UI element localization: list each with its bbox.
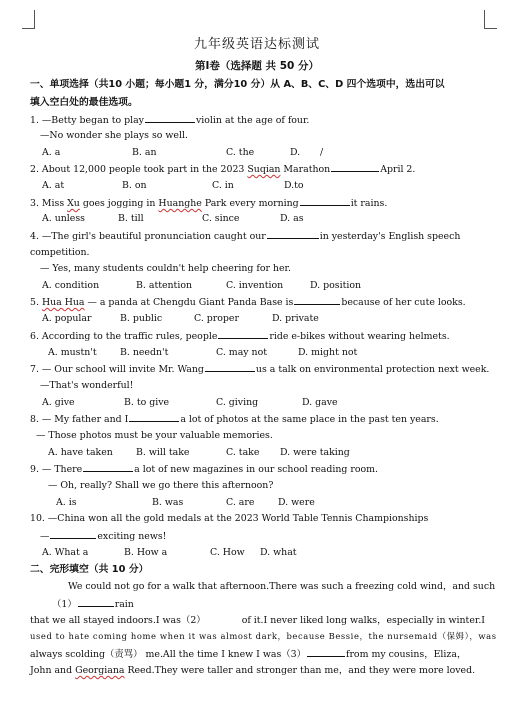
cloze-blank-1[interactable]: [78, 597, 114, 607]
q7-option-d[interactable]: D. gave: [302, 397, 338, 408]
q7-option-b[interactable]: B. to give: [124, 397, 170, 408]
q5-option-a[interactable]: A. popular: [42, 313, 92, 324]
question-3: 3. Miss Xu goes jogging in Huanghe Park every morning it rains.: [30, 198, 388, 209]
q4-option-c[interactable]: C. invention: [226, 280, 284, 291]
answer-blank[interactable]: [300, 196, 350, 206]
question-1: 1. —Betty began to play violin at the age of four.: [30, 115, 310, 126]
cloze-line-5: always scolding（责骂） me.All the time I knew I was（3） from my cousins，Eliza，: [30, 649, 467, 660]
question-1-reply: —No wonder she plays so well.: [40, 130, 188, 141]
q10-option-a[interactable]: A. What a: [42, 547, 89, 558]
q1-option-d-value: /: [320, 147, 324, 158]
q3-option-a[interactable]: A. unless: [42, 213, 85, 224]
crop-mark-top-left: [22, 10, 35, 29]
q5-option-c[interactable]: C. proper: [194, 313, 239, 324]
q9-option-a[interactable]: A. is: [56, 497, 77, 508]
cloze-line-1: We could not go for a walk that afternoon.There was such a freezing cold wind，and such: [68, 581, 496, 592]
q10-option-b[interactable]: B. How a: [124, 547, 168, 558]
q10-option-d[interactable]: D. what: [260, 547, 297, 558]
q6-option-c[interactable]: C. may not: [216, 347, 268, 358]
q4-option-a[interactable]: A. condition: [42, 280, 100, 291]
q1-option-a[interactable]: A. a: [42, 147, 61, 158]
question-7-reply: —That's wonderful!: [40, 380, 134, 391]
q2-option-c[interactable]: C. in: [212, 180, 234, 191]
crop-mark-top-right: [484, 10, 497, 29]
section2-heading: 二、完形填空（共 10 分）: [30, 564, 149, 575]
question-8: 8. — My father and I a lot of photos at the same place in the past ten years.: [30, 414, 439, 425]
q8-option-a[interactable]: A. have taken: [48, 447, 113, 458]
answer-blank[interactable]: [294, 295, 340, 305]
q1-option-c[interactable]: C. the: [226, 147, 255, 158]
question-4-reply: — Yes, many students couldn't help cheering for her.: [40, 263, 291, 274]
q9-option-b[interactable]: B. was: [152, 497, 184, 508]
answer-blank[interactable]: [50, 529, 96, 539]
q5-option-b[interactable]: B. public: [120, 313, 163, 324]
question-2: 2. About 12,000 people took part in the 2023 Suqian Marathon April 2.: [30, 164, 416, 175]
q5-option-d[interactable]: D. private: [272, 313, 319, 324]
question-9: 9. — There a lot of new magazines in our school reading room.: [30, 464, 378, 475]
answer-blank[interactable]: [267, 229, 319, 239]
q9-option-c[interactable]: C. are: [226, 497, 255, 508]
answer-blank[interactable]: [129, 412, 179, 422]
q6-option-a[interactable]: A. mustn't: [48, 347, 97, 358]
cloze-blank-3[interactable]: [307, 647, 345, 657]
q9-option-d[interactable]: D. were: [278, 497, 315, 508]
q7-option-a[interactable]: A. give: [42, 397, 75, 408]
volume-heading: 第Ⅰ卷（选择题 共 50 分）: [195, 60, 319, 72]
cloze-line-2: （1） rain: [52, 599, 134, 610]
q2-option-d[interactable]: D.to: [284, 180, 304, 191]
q7-option-c[interactable]: C. giving: [216, 397, 259, 408]
question-10: 10. —China won all the gold medals at the 2023 World Table Tennis Championships: [30, 513, 429, 524]
exam-title: 九年级英语达标测试: [193, 37, 320, 52]
section1-instruction-line1: 一、单项选择（共10 小题；每小题1 分，满分10 分）从 A、B、C、D 四个选项中，选出可以: [30, 79, 445, 90]
answer-blank[interactable]: [205, 362, 255, 372]
q2-option-b[interactable]: B. on: [122, 180, 147, 191]
q1-option-d[interactable]: D.: [290, 147, 301, 158]
cloze-line-4: used to hate coming home when it was almost dark，because Bessie，the nursemaid（保姆），was: [30, 631, 497, 641]
q3-option-b[interactable]: B. till: [118, 213, 144, 224]
answer-blank[interactable]: [83, 462, 133, 472]
q6-option-b[interactable]: B. needn't: [120, 347, 169, 358]
q6-option-d[interactable]: D. might not: [298, 347, 358, 358]
question-6: 6. According to the traffic rules, people ride e-bikes without wearing helmets.: [30, 331, 450, 342]
q8-option-c[interactable]: C. take: [226, 447, 260, 458]
answer-blank[interactable]: [218, 329, 268, 339]
q10-option-c[interactable]: C. How: [210, 547, 245, 558]
q2-option-a[interactable]: A. at: [42, 180, 65, 191]
question-10-reply: — exciting news!: [40, 531, 167, 542]
q8-option-d[interactable]: D. were taking: [280, 447, 350, 458]
question-4: 4. —The girl's beautiful pronunciation caught our in yesterday's English speech: [30, 231, 461, 242]
q3-option-c[interactable]: C. since: [202, 213, 240, 224]
q1-option-b[interactable]: B. an: [132, 147, 157, 158]
q4-option-b[interactable]: B. attention: [136, 280, 193, 291]
question-4-continued: competition.: [30, 247, 90, 258]
q3-option-d[interactable]: D. as: [280, 213, 304, 224]
q4-option-d[interactable]: D. position: [310, 280, 362, 291]
question-7: 7. — Our school will invite Mr. Wang us a talk on environmental protection next week.: [30, 364, 490, 375]
q8-option-b[interactable]: B. will take: [136, 447, 190, 458]
answer-blank[interactable]: [145, 113, 195, 123]
answer-blank[interactable]: [331, 162, 379, 172]
cloze-line-3: that we all stayed indoors.I was（2） of it.I never liked long walks，especially in winter.I: [30, 615, 485, 626]
question-8-reply: — Those photos must be your valuable memories.: [36, 430, 273, 441]
question-5: 5. Hua Hua — a panda at Chengdu Giant Panda Base is because of her cute looks.: [30, 297, 466, 308]
cloze-line-6: John and Georgiana Reed.They were taller and stronger than me，and they were more loved.: [30, 665, 476, 676]
question-9-reply: — Oh, really? Shall we go there this afternoon?: [48, 480, 274, 491]
section1-instruction-line2: 填入空白处的最佳选项。: [30, 97, 138, 108]
